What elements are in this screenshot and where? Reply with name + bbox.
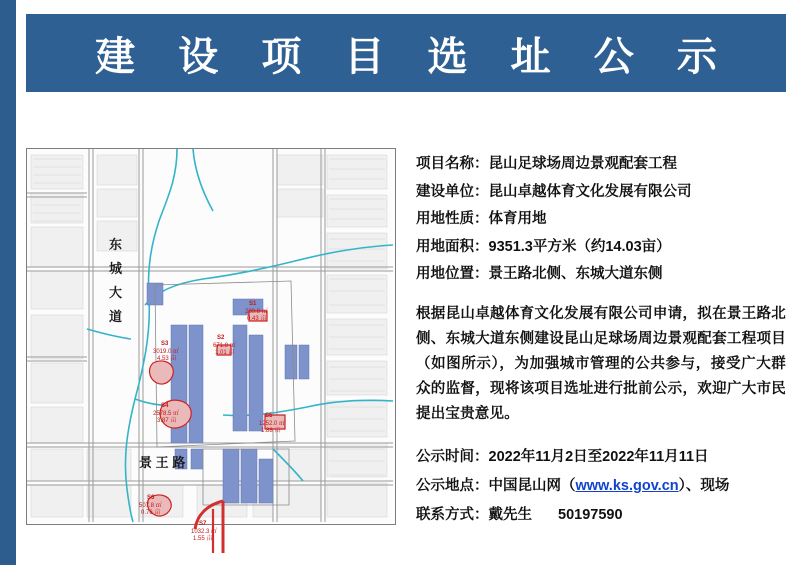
info-label: 建设单位： — [416, 183, 489, 200]
notice-content — [416, 152, 786, 532]
info-row-developer — [416, 180, 786, 204]
svg-text:城: 城 — [109, 261, 123, 276]
svg-text:4.53 亩: 4.53 亩 — [157, 356, 177, 362]
map-graphic — [27, 149, 393, 542]
svg-text:507.8 ㎡: 507.8 ㎡ — [139, 503, 162, 509]
footer-row-place — [416, 474, 786, 498]
svg-text:3.87 亩: 3.87 亩 — [157, 418, 177, 424]
svg-text:S6: S6 — [147, 495, 155, 501]
svg-text:S5: S5 — [265, 413, 273, 419]
footer-place-label: 公示地点： — [416, 478, 489, 494]
left-accent-bar — [0, 0, 16, 565]
svg-text:S1: S1 — [249, 301, 257, 307]
svg-text:景 王 路: 景 王 路 — [139, 455, 186, 470]
info-value: 昆山卓越体育文化发展有限公司 — [488, 183, 692, 200]
info-value: 景王路北侧、东城大道东侧 — [488, 266, 663, 282]
svg-text:1032.3 ㎡: 1032.3 ㎡ — [191, 529, 218, 535]
svg-text:S3: S3 — [161, 341, 169, 347]
svg-text:大: 大 — [109, 285, 123, 300]
footer-row-time — [416, 445, 786, 469]
svg-text:S2: S2 — [217, 335, 225, 341]
footer-place-prefix: 中国昆山网（ — [488, 478, 576, 494]
footer-row-contact — [416, 503, 786, 527]
svg-text:0.43 亩: 0.43 亩 — [247, 316, 267, 322]
svg-text:东: 东 — [109, 237, 123, 252]
info-label: 用地面积： — [416, 238, 489, 255]
footer-contact-phone: 50197590 — [558, 507, 623, 523]
svg-text:1.01 亩: 1.01 亩 — [215, 350, 235, 356]
site-location-map — [26, 148, 396, 542]
footer-time-label: 公示时间： — [416, 449, 489, 465]
info-row-land-area — [416, 235, 786, 259]
svg-text:1.55 亩: 1.55 亩 — [193, 536, 213, 542]
svg-text:S4: S4 — [161, 403, 169, 409]
header-banner — [26, 14, 786, 92]
svg-text:S7: S7 — [199, 521, 207, 527]
info-label: 用地位置： — [416, 266, 489, 282]
svg-text:1.88 亩: 1.88 亩 — [261, 428, 281, 434]
notice-paragraph: 根据昆山卓越体育文化发展有限公司申请，拟在景王路北侧、东城大道东侧建设昆山足球场周边景观配套工程项目（如图所示），为加强城市管理的公共参与，接受广大群众的监督，现将该项目选址进行批前公示，欢迎广大市民提出宝贵意见。 — [416, 306, 786, 422]
footer-contact-label: 联系方式： — [416, 507, 489, 523]
svg-text:1252.0 ㎡: 1252.0 ㎡ — [259, 421, 286, 427]
gov-website-link[interactable]: www.ks.gov.cn — [575, 478, 679, 494]
svg-text:2578.5 ㎡: 2578.5 ㎡ — [153, 411, 180, 417]
page-title: 建 设 项 目 选 址 公 示 — [95, 34, 733, 79]
svg-text:671.8 ㎡: 671.8 ㎡ — [213, 343, 236, 349]
info-row-project-name — [416, 152, 786, 176]
notice-footer — [416, 445, 786, 527]
footer-place-suffix: ）、现场 — [678, 478, 730, 494]
info-value: 9351.3平方米（约14.03亩） — [488, 238, 671, 255]
info-row-land-use — [416, 207, 786, 231]
info-value: 昆山足球场周边景观配套工程 — [488, 156, 677, 172]
info-label: 用地性质： — [416, 211, 489, 227]
info-row-location — [416, 262, 786, 286]
info-value: 体育用地 — [488, 211, 547, 227]
info-label: 项目名称： — [416, 156, 489, 172]
svg-text:289.8 ㎡: 289.8 ㎡ — [245, 309, 268, 315]
svg-text:0.76 亩: 0.76 亩 — [141, 510, 161, 516]
footer-time-value: 2022年11月2日至2022年11月11日 — [488, 449, 709, 465]
svg-text:3019.0 ㎡: 3019.0 ㎡ — [153, 349, 180, 355]
svg-text:道: 道 — [109, 309, 123, 324]
footer-contact-name: 戴先生 — [488, 507, 532, 523]
